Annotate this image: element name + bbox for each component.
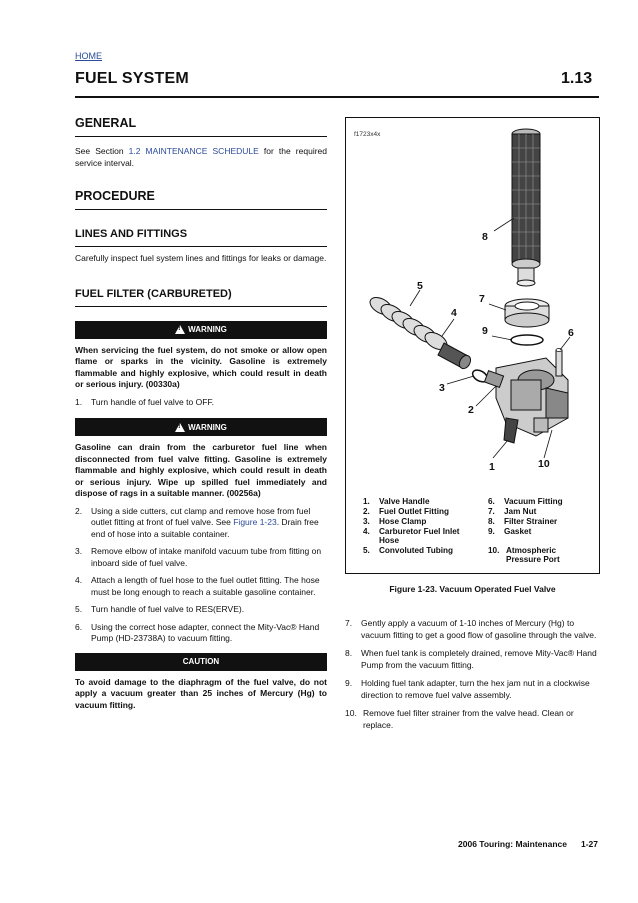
right-column xyxy=(345,618,600,731)
legend-number: 5. xyxy=(363,546,370,555)
legend-text: Fuel Outlet Fitting xyxy=(379,507,450,516)
legend-item xyxy=(488,497,593,506)
legend-text: Convoluted Tubing xyxy=(379,546,453,555)
legend-item xyxy=(488,517,593,526)
legend-number: 1. xyxy=(363,497,370,506)
step-number: 1. xyxy=(75,396,83,407)
legend-number: 9. xyxy=(488,527,495,536)
step-item xyxy=(345,678,600,701)
warning-text: When servicing the fuel system, do not smoke or allow open flame or sparks in the vicinity. Gasoline is extremely flammable and highly explosive, which could result in death or serious injury. (00330a) xyxy=(75,344,327,389)
step-text: Gently apply a vacuum of 1-10 inches of Mercury (Hg) to vacuum fitting to get a good flow of gasoline through the valve. xyxy=(361,618,597,640)
warning-label: WARNING xyxy=(188,325,227,334)
step-item xyxy=(75,546,327,569)
page-footer xyxy=(458,839,598,849)
legend-number: 8. xyxy=(488,517,495,526)
legend-item xyxy=(488,507,593,516)
general-text xyxy=(75,146,327,169)
callout-9: 9 xyxy=(482,325,488,337)
step-item xyxy=(345,648,600,671)
legend-item xyxy=(363,517,488,526)
legend-item xyxy=(363,507,488,516)
callout-6: 6 xyxy=(568,327,574,339)
legend-item xyxy=(488,546,593,564)
step-number: 6. xyxy=(75,621,83,632)
step-item xyxy=(75,575,327,598)
page-title: FUEL SYSTEM xyxy=(75,70,189,87)
warning-banner xyxy=(75,418,327,436)
step-item xyxy=(75,397,327,409)
footer-book-title: 2006 Touring: Maintenance xyxy=(458,839,567,849)
warning-triangle-icon xyxy=(175,325,185,334)
warning-triangle-icon xyxy=(175,423,185,432)
step-text: Remove elbow of intake manifold vacuum tube from fitting on inboard side of fuel valve. xyxy=(91,546,322,568)
legend-number: 3. xyxy=(363,517,370,526)
lines-text: Carefully inspect fuel system lines and fittings for leaks or damage. xyxy=(75,253,327,263)
callout-2: 2 xyxy=(468,404,474,416)
step-text: Using the correct hose adapter, connect the Mity-Vac® Hand Pump (HD-23738A) to vacuum fitting. xyxy=(91,621,320,643)
step-item xyxy=(75,604,327,616)
legend-text: Filter Strainer xyxy=(504,517,558,526)
lines-heading: LINES AND FITTINGS xyxy=(75,228,327,247)
step-number: 10. xyxy=(345,708,357,718)
step-text: Attach a length of fuel hose to the fuel outlet fitting. The hose must be long enough to reach a suitable gasoline container. xyxy=(91,575,320,597)
caution-banner xyxy=(75,653,327,671)
figure-id: f1723x4x xyxy=(354,131,381,138)
step-text-after: . Drain free end of hose into a suitable container. xyxy=(91,517,319,539)
legend-number: 2. xyxy=(363,507,370,516)
step-number: 2. xyxy=(75,505,83,516)
figure-legend xyxy=(363,497,593,564)
figure-link[interactable]: Figure 1-23 xyxy=(233,517,277,527)
filter-strainer-drawing xyxy=(512,129,540,286)
filter-heading: FUEL FILTER (CARBURETED) xyxy=(75,288,327,307)
legend-text: Valve Handle xyxy=(379,497,430,506)
legend-text: Vacuum Fitting xyxy=(504,497,563,506)
step-text: Holding fuel tank adapter, turn the hex jam nut in a clockwise direction to remove fuel valve assembly. xyxy=(361,678,590,700)
step-number: 4. xyxy=(75,575,83,585)
callout-7: 7 xyxy=(479,293,485,305)
legend-text: Gasket xyxy=(504,527,532,536)
legend-number: 10. xyxy=(488,546,500,555)
legend-number: 7. xyxy=(488,507,495,516)
convoluted-tubing-drawing xyxy=(367,294,450,353)
valve-body-drawing xyxy=(484,349,568,437)
caution-text: To avoid damage to the diaphragm of the fuel valve, do not apply a vacuum greater than 25 inches of Mercury (Hg) to vacuum fitting. xyxy=(75,676,327,710)
legend-item xyxy=(363,527,488,545)
legend-text: Atmospheric Pressure Port xyxy=(506,546,560,564)
maintenance-schedule-link[interactable]: 1.2 MAINTENANCE SCHEDULE xyxy=(128,146,259,156)
legend-item xyxy=(363,546,488,564)
step-text: When fuel tank is completely drained, remove Mity-Vac® Hand Pump from the vacuum fitting. xyxy=(361,648,597,670)
legend-number: 6. xyxy=(488,497,495,506)
step-number: 8. xyxy=(345,648,353,658)
legend-item xyxy=(363,497,488,506)
step-text: Turn handle of fuel valve to RES(ERVE). xyxy=(91,604,245,614)
step-item xyxy=(75,506,327,541)
inlet-hose-drawing xyxy=(438,343,473,371)
procedure-heading: PROCEDURE xyxy=(75,189,327,210)
step-number: 9. xyxy=(345,678,353,688)
legend-item xyxy=(488,527,593,545)
callout-10: 10 xyxy=(538,458,550,470)
figure-caption: Figure 1-23. Vacuum Operated Fuel Valve xyxy=(389,584,556,594)
callout-5: 5 xyxy=(417,280,423,292)
home-link[interactable]: HOME xyxy=(75,51,102,61)
step-text-before: Using a side cutters, cut clamp and remove hose from fuel outlet fitting at front of fuel valve. See xyxy=(91,505,311,527)
jam-nut-drawing xyxy=(505,299,549,327)
legend-text: Jam Nut xyxy=(504,507,537,516)
general-text-after: for the required service interval. xyxy=(75,146,327,168)
step-text: Remove fuel filter strainer from the valve head. Clean or replace. xyxy=(363,708,574,730)
title-rule xyxy=(75,96,599,98)
warning-label: WARNING xyxy=(188,422,227,432)
callout-1: 1 xyxy=(489,461,495,473)
step-number: 7. xyxy=(345,618,353,628)
section-number: 1.13 xyxy=(561,70,593,87)
fuel-valve-illustration xyxy=(346,118,601,488)
warning-banner xyxy=(75,321,327,339)
step-item xyxy=(75,622,327,645)
caution-label: CAUTION xyxy=(182,657,220,666)
callout-4: 4 xyxy=(451,307,457,319)
step-item xyxy=(345,618,600,641)
step-number: 3. xyxy=(75,546,83,556)
general-text-before: See Section xyxy=(75,146,129,156)
callout-3: 3 xyxy=(439,382,445,394)
legend-text: Carburetor Fuel Inlet Hose xyxy=(379,527,460,545)
legend-text: Hose Clamp xyxy=(379,517,427,526)
valve-handle-drawing xyxy=(504,418,518,443)
step-text xyxy=(91,506,327,541)
footer-page-number: 1-27 xyxy=(580,839,598,849)
step-number: 5. xyxy=(75,604,83,614)
callout-8: 8 xyxy=(482,231,488,243)
left-column xyxy=(75,116,327,711)
legend-number: 4. xyxy=(363,527,370,536)
step-item xyxy=(345,708,600,731)
warning-text: Gasoline can drain from the carburetor fuel line when disconnected from fuel valve fitting. Gasoline is extremely flammable and highly explosive, which could result in death or serious injury. Wipe up spilled fuel immediately and dispose of rags in a suitable manner. (00256a) xyxy=(75,442,327,498)
step-text: Turn handle of fuel valve to OFF. xyxy=(91,396,214,407)
general-heading: GENERAL xyxy=(75,116,327,137)
figure-box xyxy=(345,117,600,574)
